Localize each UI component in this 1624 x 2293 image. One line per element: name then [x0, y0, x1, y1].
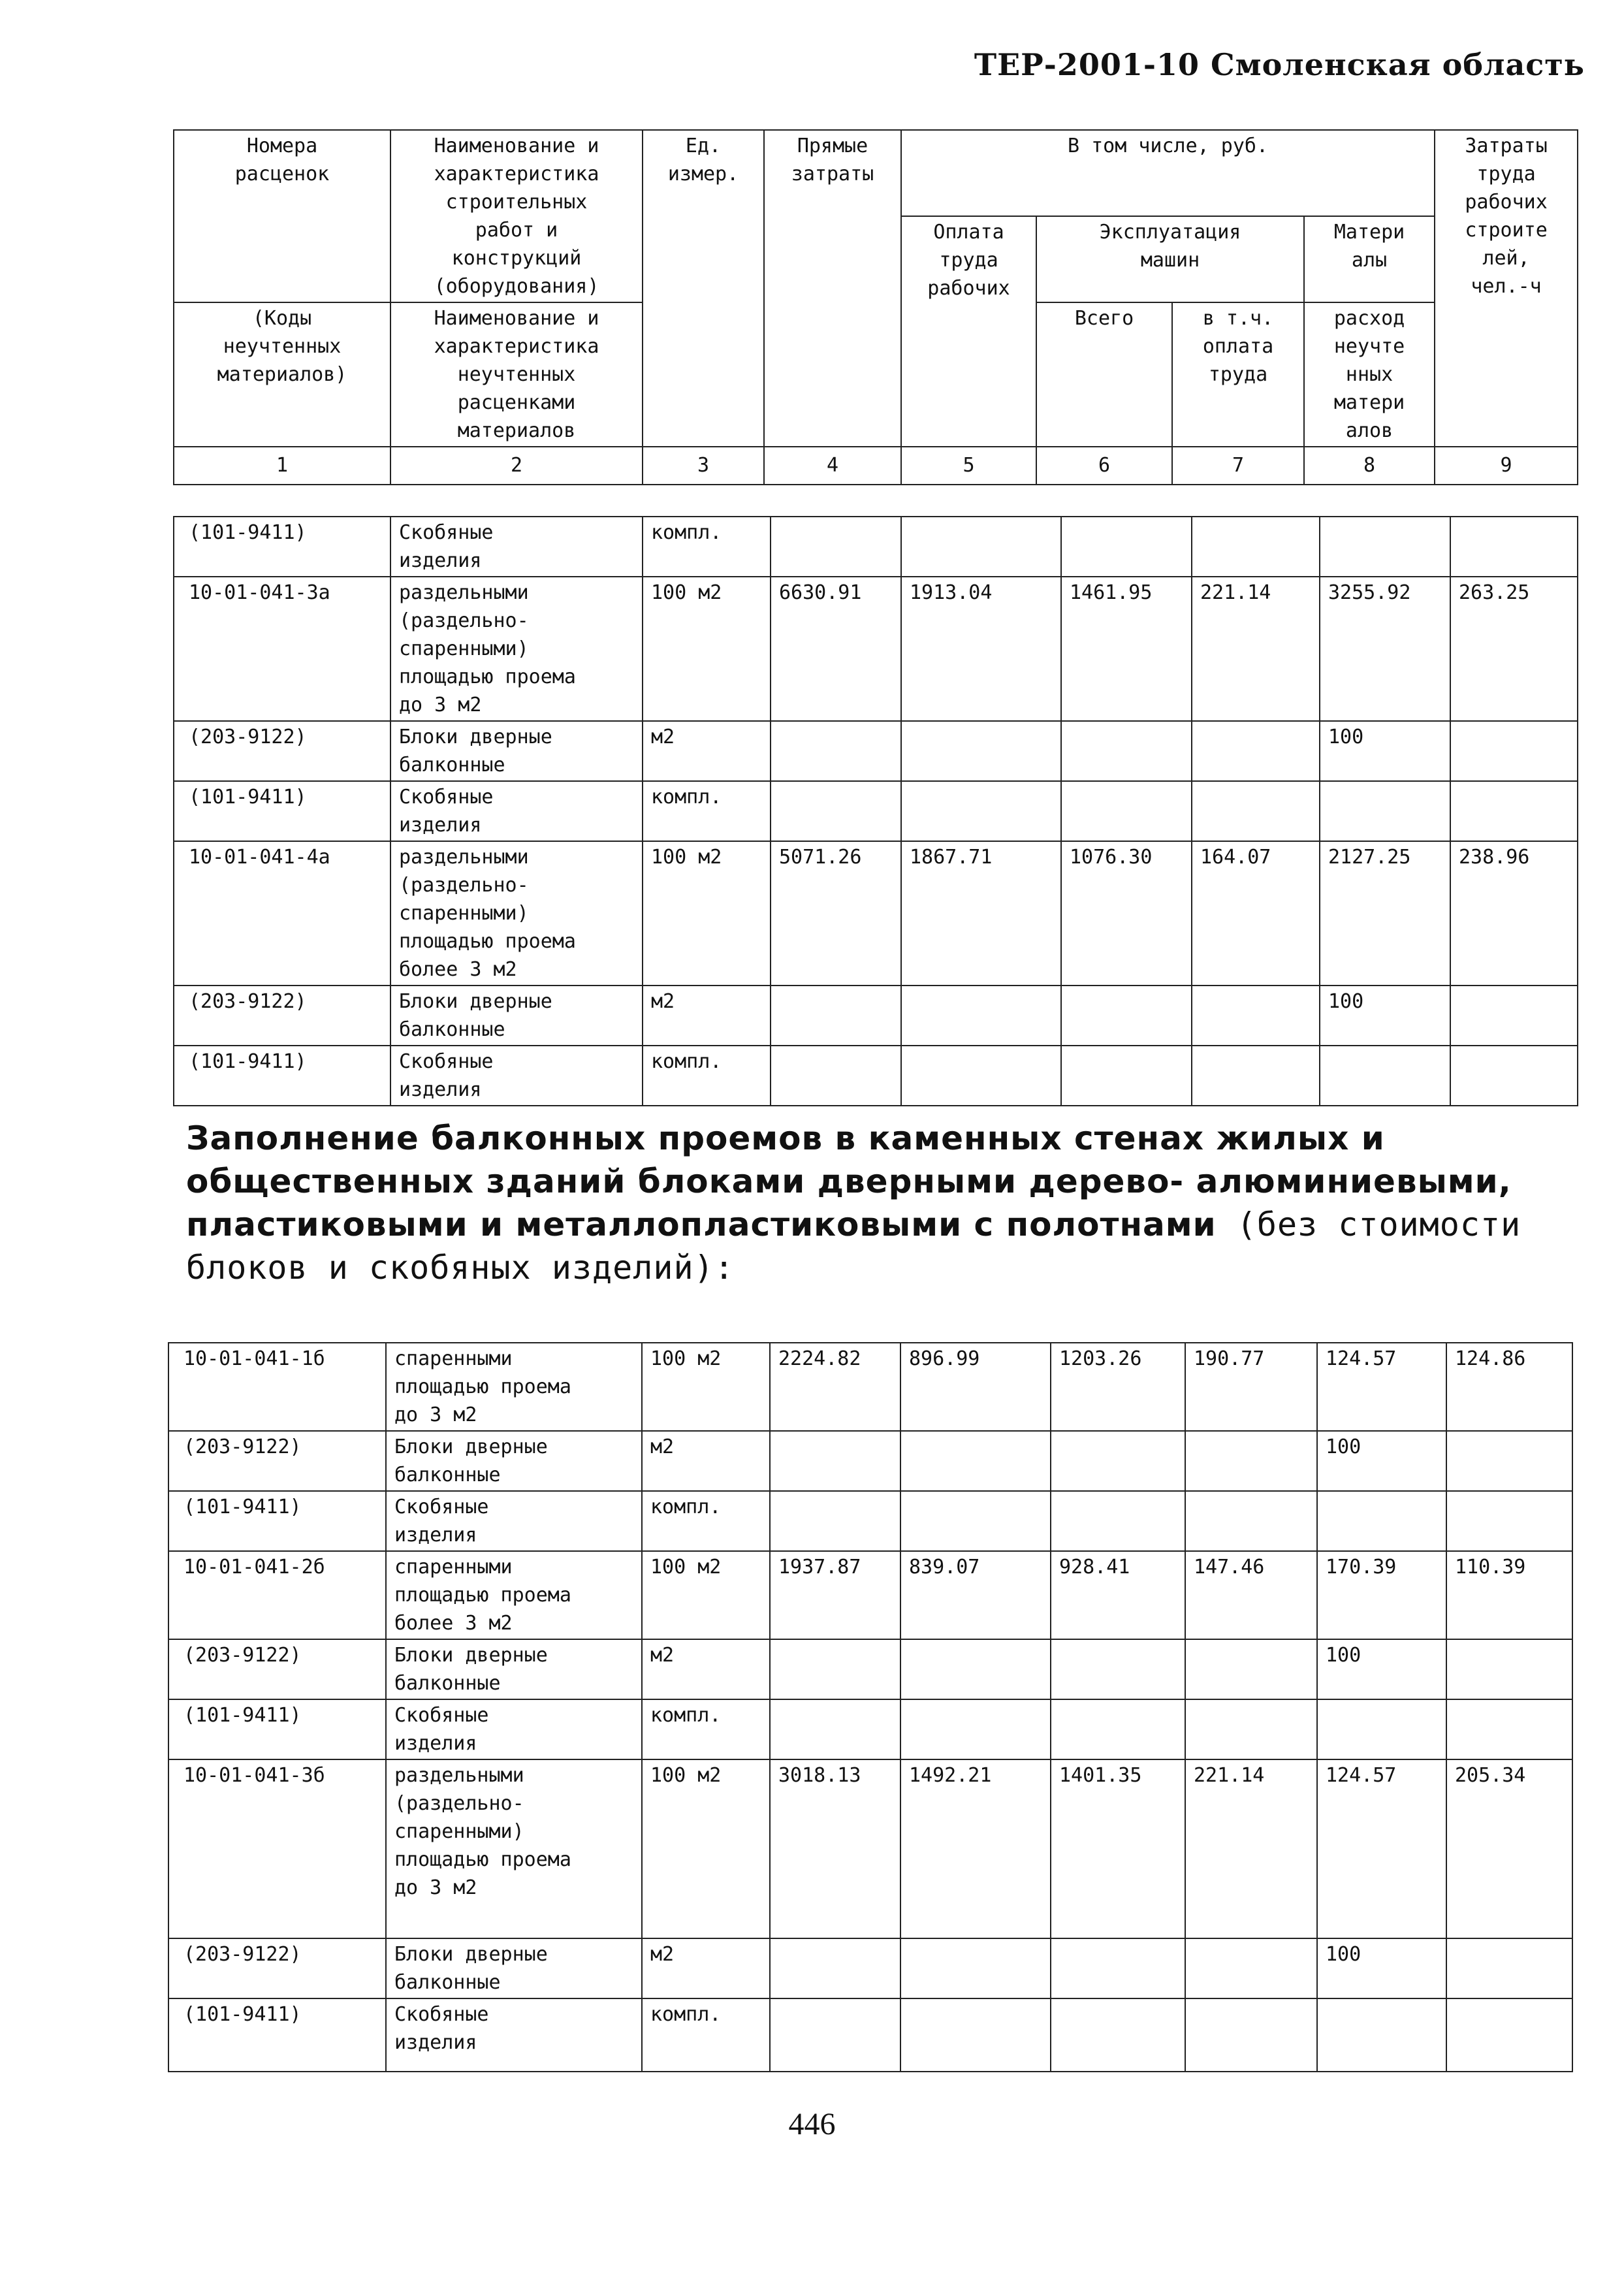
unit-cell: 100 м2 — [642, 1343, 770, 1431]
unit-cell: м2 — [642, 1639, 770, 1699]
section-title-bold: Заполнение балконных проемов в каменных стенах жилых и общественных зданий блоками дверными дерево- алюминиевыми, пластиковыми и металлопластиковыми с полотнами — [186, 1119, 1512, 1243]
column-number: 3 — [643, 447, 764, 485]
header-machines-labor: в т.ч. оплата труда — [1172, 302, 1304, 447]
column-number: 1 — [174, 447, 390, 485]
name-cell: Блоки дверные балконные — [386, 1431, 642, 1491]
name-cell: Скобяные изделия — [386, 1998, 642, 2072]
name-cell: Блоки дверные балконные — [386, 1639, 642, 1699]
machines-labor-cell — [1185, 1938, 1317, 1998]
labor-cost-cell — [1446, 1491, 1572, 1551]
materials-cell: 3255.92 — [1320, 577, 1450, 721]
rate-code-cell: 10-01-041-3б — [168, 1759, 386, 1938]
name-cell: Скобяные изделия — [390, 1046, 643, 1106]
machines-labor-cell — [1185, 1639, 1317, 1699]
rate-code-cell: 10-01-041-2б — [168, 1551, 386, 1639]
column-number: 8 — [1304, 447, 1435, 485]
direct-costs-cell: 5071.26 — [771, 841, 901, 986]
labor-cost-cell — [1450, 781, 1578, 841]
direct-costs-cell — [770, 1998, 900, 2072]
header-materials: Матери алы — [1304, 216, 1435, 302]
name-cell: раздельными (раздельно- спаренными) площадью проема более 3 м2 — [390, 841, 643, 986]
table-row — [168, 1343, 1572, 1431]
name-cell: Блоки дверные балконные — [386, 1938, 642, 1998]
labor-pay-cell — [901, 1046, 1061, 1106]
materials-cell — [1317, 1699, 1446, 1759]
rates-table-1 — [173, 516, 1578, 1106]
machines-total-cell — [1061, 986, 1192, 1046]
machines-total-cell — [1051, 1491, 1185, 1551]
labor-pay-cell — [900, 1431, 1051, 1491]
table-row — [168, 1551, 1572, 1639]
materials-cell: 124.57 — [1317, 1343, 1446, 1431]
labor-pay-cell — [901, 986, 1061, 1046]
machines-labor-cell — [1192, 517, 1320, 577]
materials-cell — [1317, 1491, 1446, 1551]
machines-total-cell: 1401.35 — [1051, 1759, 1185, 1938]
labor-pay-cell — [901, 517, 1061, 577]
labor-cost-cell — [1450, 1046, 1578, 1106]
direct-costs-cell: 1937.87 — [770, 1551, 900, 1639]
unit-cell: 100 м2 — [643, 577, 771, 721]
name-cell: спаренными площадью проема более 3 м2 — [386, 1551, 642, 1639]
labor-pay-cell — [901, 721, 1061, 781]
name-cell: Блоки дверные балконные — [390, 721, 643, 781]
name-cell: раздельными (раздельно- спаренными) площадью проема до 3 м2 — [386, 1759, 642, 1938]
header-rate-numbers: Номера расценок — [174, 130, 390, 302]
rate-code-cell: (203-9122) — [168, 1639, 386, 1699]
table-row — [174, 517, 1578, 577]
labor-cost-cell: 205.34 — [1446, 1759, 1572, 1938]
machines-labor-cell — [1192, 781, 1320, 841]
materials-cell — [1320, 1046, 1450, 1106]
materials-cell — [1317, 1998, 1446, 2072]
machines-labor-cell — [1192, 1046, 1320, 1106]
labor-pay-cell — [900, 1938, 1051, 1998]
table-row — [174, 781, 1578, 841]
unit-cell: 100 м2 — [642, 1759, 770, 1938]
machines-labor-cell: 221.14 — [1192, 577, 1320, 721]
labor-cost-cell — [1446, 1639, 1572, 1699]
direct-costs-cell — [771, 721, 901, 781]
labor-cost-cell: 238.96 — [1450, 841, 1578, 986]
materials-cell: 100 — [1317, 1639, 1446, 1699]
column-number: 2 — [390, 447, 643, 485]
name-cell: Скобяные изделия — [386, 1491, 642, 1551]
name-cell: раздельными (раздельно- спаренными) площадью проема до 3 м2 — [390, 577, 643, 721]
machines-total-cell — [1051, 1699, 1185, 1759]
machines-total-cell — [1051, 1431, 1185, 1491]
header-including: В том числе, руб. — [901, 130, 1435, 216]
unit-cell: компл. — [643, 517, 771, 577]
unit-cell: компл. — [643, 1046, 771, 1106]
labor-cost-cell — [1446, 1431, 1572, 1491]
materials-cell: 2127.25 — [1320, 841, 1450, 986]
direct-costs-cell: 2224.82 — [770, 1343, 900, 1431]
labor-cost-cell: 110.39 — [1446, 1551, 1572, 1639]
labor-pay-cell: 1867.71 — [901, 841, 1061, 986]
machines-labor-cell — [1185, 1431, 1317, 1491]
machines-labor-cell: 221.14 — [1185, 1759, 1317, 1938]
rate-code-cell: (203-9122) — [174, 721, 390, 781]
table-row — [174, 1046, 1578, 1106]
name-cell: Скобяные изделия — [386, 1699, 642, 1759]
materials-cell: 100 — [1317, 1431, 1446, 1491]
header-direct-costs: Прямые затраты — [764, 130, 901, 447]
header-labor-pay: Оплата труда рабочих — [901, 216, 1036, 446]
rate-code-cell: (203-9122) — [168, 1431, 386, 1491]
page-number: 446 — [788, 2107, 836, 2141]
machines-labor-cell: 147.46 — [1185, 1551, 1317, 1639]
machines-total-cell: 1076.30 — [1061, 841, 1192, 986]
header-work-name: Наименование и характеристика строительных работ и конструкций (оборудования) — [390, 130, 643, 302]
materials-cell: 100 — [1320, 986, 1450, 1046]
machines-total-cell — [1061, 721, 1192, 781]
machines-labor-cell — [1185, 1998, 1317, 2072]
labor-cost-cell — [1446, 1938, 1572, 1998]
header-unit: Ед. измер. — [643, 130, 764, 447]
machines-labor-cell — [1185, 1491, 1317, 1551]
direct-costs-cell — [771, 781, 901, 841]
page-header-title: ТЕР-2001-10 Смоленская область — [974, 47, 1585, 82]
rate-code-cell: (203-9122) — [168, 1938, 386, 1998]
rate-code-cell: (101-9411) — [174, 1046, 390, 1106]
labor-cost-cell — [1450, 721, 1578, 781]
column-header-table — [173, 129, 1578, 485]
table-row — [174, 841, 1578, 986]
machines-total-cell — [1051, 1639, 1185, 1699]
direct-costs-cell — [771, 1046, 901, 1106]
labor-pay-cell — [901, 781, 1061, 841]
labor-pay-cell — [900, 1699, 1051, 1759]
name-cell: Блоки дверные балконные — [390, 986, 643, 1046]
unit-cell: компл. — [642, 1699, 770, 1759]
rate-code-cell: 10-01-041-3а — [174, 577, 390, 721]
header-materials-consumption: расход неучте нных матери алов — [1304, 302, 1435, 447]
materials-cell: 124.57 — [1317, 1759, 1446, 1938]
rate-code-cell: (101-9411) — [168, 1491, 386, 1551]
labor-cost-cell — [1450, 986, 1578, 1046]
table-row — [168, 1491, 1572, 1551]
direct-costs-cell: 3018.13 — [770, 1759, 900, 1938]
machines-total-cell — [1061, 1046, 1192, 1106]
table-row — [168, 1431, 1572, 1491]
direct-costs-cell — [771, 517, 901, 577]
machines-total-cell — [1051, 1938, 1185, 1998]
name-cell: Скобяные изделия — [390, 517, 643, 577]
direct-costs-cell — [770, 1431, 900, 1491]
rate-code-cell: (101-9411) — [168, 1699, 386, 1759]
labor-pay-cell — [900, 1639, 1051, 1699]
header-material-names: Наименование и характеристика неучтенных расценками материалов — [390, 302, 643, 447]
direct-costs-cell — [770, 1699, 900, 1759]
labor-cost-cell — [1446, 1699, 1572, 1759]
rate-code-cell: 10-01-041-4а — [174, 841, 390, 986]
header-material-codes: (Коды неучтенных материалов) — [174, 302, 390, 447]
direct-costs-cell: 6630.91 — [771, 577, 901, 721]
labor-cost-cell — [1446, 1998, 1572, 2072]
machines-total-cell: 1461.95 — [1061, 577, 1192, 721]
unit-cell: м2 — [643, 986, 771, 1046]
labor-pay-cell: 1913.04 — [901, 577, 1061, 721]
labor-cost-cell — [1450, 517, 1578, 577]
table-row — [174, 577, 1578, 721]
unit-cell: компл. — [642, 1491, 770, 1551]
labor-cost-cell: 263.25 — [1450, 577, 1578, 721]
column-number: 7 — [1172, 447, 1304, 485]
labor-pay-cell — [900, 1998, 1051, 2072]
column-number: 4 — [764, 447, 901, 485]
machines-total-cell — [1061, 517, 1192, 577]
direct-costs-cell — [770, 1938, 900, 1998]
machines-labor-cell: 164.07 — [1192, 841, 1320, 986]
materials-cell — [1320, 781, 1450, 841]
table-row — [174, 721, 1578, 781]
table-row — [168, 1759, 1572, 1938]
unit-cell: компл. — [643, 781, 771, 841]
table-row — [168, 1699, 1572, 1759]
table-row — [168, 1998, 1572, 2072]
rate-code-cell: (203-9122) — [174, 986, 390, 1046]
machines-labor-cell: 190.77 — [1185, 1343, 1317, 1431]
labor-cost-cell: 124.86 — [1446, 1343, 1572, 1431]
name-cell: Скобяные изделия — [390, 781, 643, 841]
column-number: 5 — [901, 447, 1036, 485]
machines-total-cell — [1051, 1998, 1185, 2072]
unit-cell: м2 — [643, 721, 771, 781]
direct-costs-cell — [770, 1491, 900, 1551]
machines-labor-cell — [1192, 721, 1320, 781]
section-title — [186, 1117, 1590, 1289]
table-row — [168, 1639, 1572, 1699]
materials-cell: 170.39 — [1317, 1551, 1446, 1639]
labor-pay-cell: 1492.21 — [900, 1759, 1051, 1938]
rates-table-2 — [168, 1342, 1573, 2072]
unit-cell: м2 — [642, 1431, 770, 1491]
rate-code-cell: (101-9411) — [174, 517, 390, 577]
labor-pay-cell: 896.99 — [900, 1343, 1051, 1431]
machines-total-cell: 1203.26 — [1051, 1343, 1185, 1431]
machines-total-cell: 928.41 — [1051, 1551, 1185, 1639]
machines-labor-cell — [1192, 986, 1320, 1046]
materials-cell — [1320, 517, 1450, 577]
labor-pay-cell: 839.07 — [900, 1551, 1051, 1639]
rate-code-cell: 10-01-041-1б — [168, 1343, 386, 1431]
table-row — [174, 986, 1578, 1046]
unit-cell: 100 м2 — [643, 841, 771, 986]
labor-pay-cell — [900, 1491, 1051, 1551]
header-machines: Эксплуатация машин — [1036, 216, 1304, 302]
header-labor-cost: Затраты труда рабочих строите лей, чел.-ч — [1435, 130, 1578, 447]
rate-code-cell: (101-9411) — [168, 1998, 386, 2072]
section-title-rest: (без стоимости блоков и скобяных изделий): — [186, 1206, 1521, 1287]
name-cell: спаренными площадью проема до 3 м2 — [386, 1343, 642, 1431]
machines-labor-cell — [1185, 1699, 1317, 1759]
direct-costs-cell — [771, 986, 901, 1046]
column-number: 9 — [1435, 447, 1578, 485]
header-machines-total: Всего — [1036, 302, 1172, 447]
machines-total-cell — [1061, 781, 1192, 841]
unit-cell: компл. — [642, 1998, 770, 2072]
unit-cell: 100 м2 — [642, 1551, 770, 1639]
table-row — [168, 1938, 1572, 1998]
unit-cell: м2 — [642, 1938, 770, 1998]
materials-cell: 100 — [1317, 1938, 1446, 1998]
direct-costs-cell — [770, 1639, 900, 1699]
materials-cell: 100 — [1320, 721, 1450, 781]
column-number: 6 — [1036, 447, 1172, 485]
rate-code-cell: (101-9411) — [174, 781, 390, 841]
